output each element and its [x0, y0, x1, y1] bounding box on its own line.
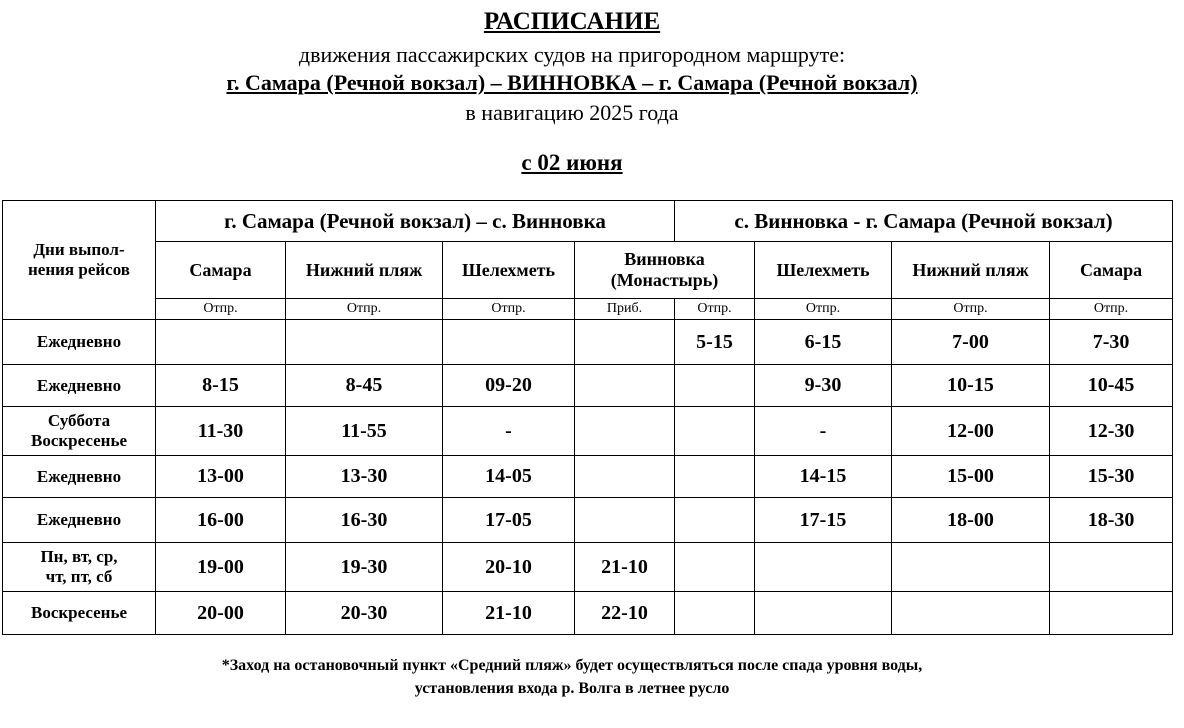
days-header-text: Дни выпол- нения рейсов — [28, 240, 130, 279]
days-column-header — [3, 201, 156, 320]
time-cell: 20-30 — [286, 592, 443, 635]
time-cell — [575, 456, 675, 498]
direction-back-header: с. Винновка - г. Самара (Речной вокзал) — [675, 201, 1173, 242]
table-row — [3, 498, 1173, 543]
action-label: Отпр. — [443, 299, 575, 320]
time-cell: 09-20 — [443, 365, 575, 407]
time-cell — [156, 320, 286, 365]
stop-nizhny-plyazh-forward: Нижний пляж — [286, 242, 443, 299]
time-cell — [1050, 592, 1173, 635]
time-cell: 17-05 — [443, 498, 575, 543]
time-cell: 7-30 — [1050, 320, 1173, 365]
time-cell: 5-15 — [675, 320, 755, 365]
table-row — [3, 592, 1173, 635]
time-cell — [675, 592, 755, 635]
actions-header-row — [3, 299, 1173, 320]
time-cell: 12-30 — [1050, 407, 1173, 456]
action-label: Приб. — [575, 299, 675, 320]
days-cell: Суббота Воскресенье — [3, 407, 156, 456]
time-cell — [675, 456, 755, 498]
table-row — [3, 365, 1173, 407]
time-cell: 10-45 — [1050, 365, 1173, 407]
days-cell: Ежедневно — [3, 365, 156, 407]
time-cell — [575, 498, 675, 543]
days-cell: Ежедневно — [3, 456, 156, 498]
time-cell — [755, 543, 892, 592]
time-cell: 19-30 — [286, 543, 443, 592]
time-cell: 7-00 — [892, 320, 1050, 365]
stops-header-row — [3, 242, 1173, 299]
table-row — [3, 543, 1173, 592]
stop-vinnovka: Винновка (Монастырь) — [575, 242, 755, 299]
action-label: Отпр. — [675, 299, 755, 320]
time-cell — [575, 320, 675, 365]
time-cell: 12-00 — [892, 407, 1050, 456]
stop-nizhny-plyazh-back: Нижний пляж — [892, 242, 1050, 299]
time-cell: 10-15 — [892, 365, 1050, 407]
time-cell: 17-15 — [755, 498, 892, 543]
time-cell — [755, 592, 892, 635]
action-label: Отпр. — [755, 299, 892, 320]
time-cell — [443, 320, 575, 365]
time-cell: 11-30 — [156, 407, 286, 456]
time-cell — [575, 407, 675, 456]
effective-date: с 02 июня — [521, 150, 623, 175]
stop-samara-back: Самара — [1050, 242, 1173, 299]
page-subtitle: движения пассажирских судов на пригородном маршруте: — [298, 42, 846, 67]
time-cell: 13-30 — [286, 456, 443, 498]
time-cell — [675, 543, 755, 592]
time-cell: 9-30 — [755, 365, 892, 407]
time-cell — [675, 407, 755, 456]
time-cell: 13-00 — [156, 456, 286, 498]
direction-forward-header: г. Самара (Речной вокзал) – с. Винновка — [156, 201, 675, 242]
days-cell: Пн, вт, ср, чт, пт, сб — [3, 543, 156, 592]
time-cell: 18-30 — [1050, 498, 1173, 543]
days-cell: Воскресенье — [3, 592, 156, 635]
time-cell — [892, 592, 1050, 635]
time-cell: 20-00 — [156, 592, 286, 635]
time-cell: 11-55 — [286, 407, 443, 456]
time-cell — [675, 365, 755, 407]
time-cell — [1050, 543, 1173, 592]
route-title: г. Самара (Речной вокзал) – ВИННОВКА – г. Самара (Речной вокзал) — [226, 70, 918, 95]
stop-shelekhmet-back: Шелехметь — [755, 242, 892, 299]
time-cell — [575, 365, 675, 407]
action-label: Отпр. — [156, 299, 286, 320]
time-cell: 21-10 — [575, 543, 675, 592]
time-cell: - — [443, 407, 575, 456]
footnote-line-1: *Заход на остановочный пункт «Средний пляж» будет осуществляться после спада уровня воды, — [221, 657, 923, 674]
season-text: в навигацию 2025 года — [465, 100, 679, 125]
action-label: Отпр. — [1050, 299, 1173, 320]
stop-samara-forward: Самара — [156, 242, 286, 299]
time-cell: 16-30 — [286, 498, 443, 543]
time-cell: 15-00 — [892, 456, 1050, 498]
time-cell: 19-00 — [156, 543, 286, 592]
action-label: Отпр. — [286, 299, 443, 320]
time-cell: 14-15 — [755, 456, 892, 498]
time-cell — [892, 543, 1050, 592]
time-cell: 8-15 — [156, 365, 286, 407]
time-cell: 8-45 — [286, 365, 443, 407]
time-cell: 18-00 — [892, 498, 1050, 543]
schedule-table — [2, 200, 1173, 635]
days-cell: Ежедневно — [3, 498, 156, 543]
time-cell: 6-15 — [755, 320, 892, 365]
direction-header-row — [3, 201, 1173, 242]
time-cell — [675, 498, 755, 543]
time-cell: 21-10 — [443, 592, 575, 635]
footnote-line-2: установления входа р. Волга в летнее русло — [414, 680, 730, 697]
table-row — [3, 407, 1173, 456]
table-row — [3, 320, 1173, 365]
days-cell: Ежедневно — [3, 320, 156, 365]
time-cell: 15-30 — [1050, 456, 1173, 498]
time-cell: - — [755, 407, 892, 456]
time-cell — [286, 320, 443, 365]
time-cell: 22-10 — [575, 592, 675, 635]
time-cell: 16-00 — [156, 498, 286, 543]
page-title: РАСПИСАНИЕ — [483, 8, 661, 35]
time-cell: 14-05 — [443, 456, 575, 498]
time-cell: 20-10 — [443, 543, 575, 592]
table-row — [3, 456, 1173, 498]
action-label: Отпр. — [892, 299, 1050, 320]
stop-shelekhmet-forward: Шелехметь — [443, 242, 575, 299]
